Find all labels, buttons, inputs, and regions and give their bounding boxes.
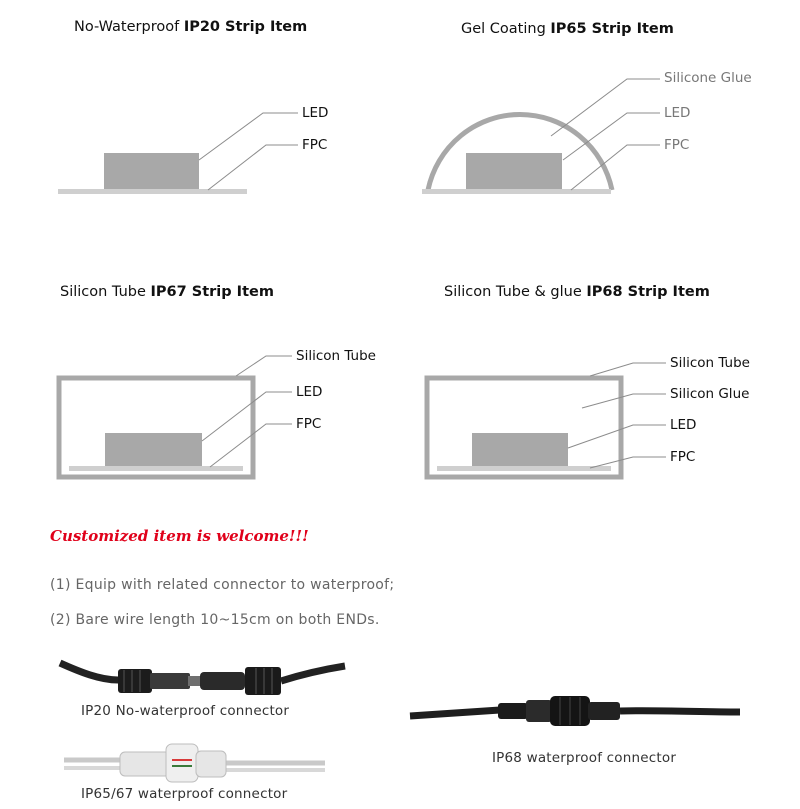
ip20-title: No-Waterproof IP20 Strip Item	[74, 19, 308, 35]
ip68-diagram	[427, 363, 666, 477]
ip68-tube-label: Silicon Tube	[670, 355, 750, 371]
ip6567-connector-photo	[64, 744, 325, 782]
ip20-fpc-leader	[208, 145, 298, 190]
ip68-led	[472, 433, 568, 468]
ip65-fpc-leader	[571, 145, 660, 190]
ip68-tube-leader	[590, 363, 666, 376]
ip67-fpc-label: FPC	[296, 416, 322, 432]
customized-note: Customized item is welcome!!!	[50, 527, 309, 545]
ip68-led-leader	[568, 425, 666, 448]
ip65-led	[466, 153, 562, 190]
ip68-led-label: LED	[670, 417, 697, 433]
ip20-led-label: LED	[302, 105, 329, 121]
ip65-fpc	[422, 189, 611, 194]
ip20-led-leader	[199, 113, 298, 160]
ip65-fpc-label: FPC	[664, 137, 690, 153]
ip67-tube-leader	[236, 356, 292, 376]
ip68-fpc-label: FPC	[670, 449, 696, 465]
ip67-fpc	[69, 466, 243, 471]
ip65-diagram	[422, 79, 660, 194]
ip20-fpc-label: FPC	[302, 137, 328, 153]
ip65-led-label: LED	[664, 105, 691, 121]
ip6567-connector-caption: IP65/67 waterproof connector	[81, 786, 288, 802]
ip68-connector-photo	[410, 696, 740, 726]
ip20-connector-caption: IP20 No-waterproof connector	[81, 703, 290, 719]
ip67-led-label: LED	[296, 384, 323, 400]
ip20-fpc	[58, 189, 247, 194]
ip68-title: Silicon Tube & glue IP68 Strip Item	[444, 284, 710, 300]
ip67-led	[105, 433, 202, 468]
ip20-diagram	[58, 113, 298, 194]
ip68-glue-leader	[582, 394, 666, 408]
note-2: (2) Bare wire length 10~15cm on both ENDs.	[50, 612, 380, 628]
ip67-led-leader	[202, 392, 292, 441]
ip67-diagram	[59, 356, 292, 477]
ip65-title: Gel Coating IP65 Strip Item	[461, 21, 674, 37]
ip68-glue-label: Silicon Glue	[670, 386, 750, 402]
ip68-connector-caption: IP68 waterproof connector	[492, 750, 677, 766]
ip68-fpc	[437, 466, 611, 471]
ip20-connector-photo	[60, 663, 345, 695]
ip67-tube-label: Silicon Tube	[296, 348, 376, 364]
ip67-title: Silicon Tube IP67 Strip Item	[60, 284, 274, 300]
ip65-glue-label: Silicone Glue	[664, 70, 752, 86]
note-1: (1) Equip with related connector to waterproof;	[50, 577, 395, 593]
ip20-led	[104, 153, 199, 190]
